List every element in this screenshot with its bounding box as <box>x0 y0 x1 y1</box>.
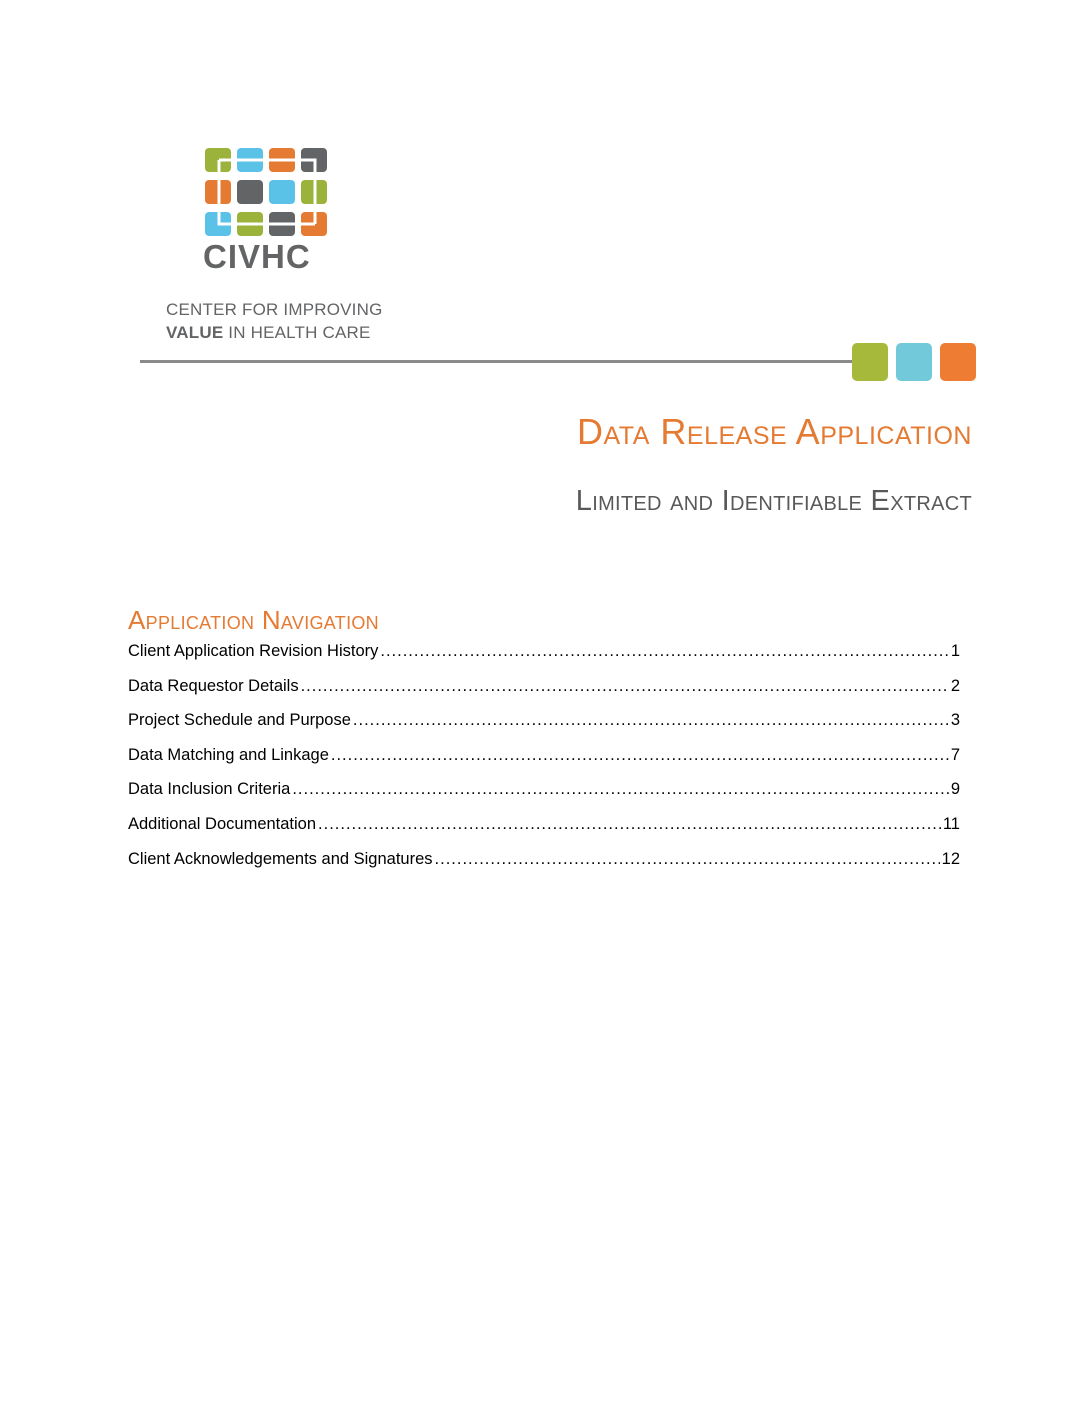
toc-item-label[interactable]: Client Application Revision History <box>128 642 379 660</box>
title-block <box>576 410 972 518</box>
toc-item-label[interactable]: Data Matching and Linkage <box>128 745 329 764</box>
toc-item-label[interactable]: Data Requestor Details <box>128 676 299 695</box>
toc-item-label[interactable]: Client Acknowledgements and Signatures <box>128 849 433 868</box>
tagline-line-1: CENTER FOR IMPROVING <box>166 300 383 319</box>
application-navigation <box>128 603 960 883</box>
header-divider <box>140 360 852 363</box>
toc-item-page[interactable]: 1 <box>950 642 960 660</box>
toc-item-label[interactable]: Additional Documentation <box>128 814 317 833</box>
civhc-logo-mark <box>203 146 331 240</box>
document-subtitle: Limited and Identifiable Extract <box>575 485 972 517</box>
toc-item-page[interactable]: 12 <box>941 849 960 868</box>
decorative-squares <box>852 343 976 381</box>
toc-item-acknowledgements-signatures[interactable] <box>128 849 960 884</box>
toc-leader <box>353 710 949 730</box>
civhc-logo <box>203 146 331 240</box>
toc-item-page[interactable]: 7 <box>950 745 960 764</box>
toc-item-page[interactable]: 3 <box>950 711 960 730</box>
navigation-heading: Application Navigation <box>128 605 379 635</box>
toc-item-revision-history[interactable] <box>128 641 960 676</box>
tagline-bold-word: VALUE <box>166 323 224 342</box>
decor-square-green <box>852 343 888 381</box>
toc-item-label[interactable]: Project Schedule and Purpose <box>128 711 351 730</box>
toc-leader <box>435 849 940 869</box>
toc-item-additional-documentation[interactable] <box>128 814 960 849</box>
toc-leader <box>292 779 948 799</box>
decor-square-orange <box>940 343 976 381</box>
toc-item-label[interactable]: Data Inclusion Criteria <box>128 780 291 799</box>
toc-item-page[interactable]: 9 <box>950 780 960 799</box>
toc-item-inclusion-criteria[interactable] <box>128 779 960 814</box>
tagline-rest: IN HEALTH CARE <box>223 323 371 342</box>
toc-item-requestor-details[interactable] <box>128 676 960 711</box>
toc-item-page[interactable]: 11 <box>942 814 960 833</box>
toc-item-schedule-purpose[interactable] <box>128 710 960 745</box>
toc-leader <box>318 814 941 834</box>
toc-item-matching-linkage[interactable] <box>128 745 960 780</box>
logo-wordmark: CIVHC <box>203 238 311 275</box>
toc-item-page[interactable]: 2 <box>950 676 960 695</box>
decor-square-blue <box>896 343 932 381</box>
tagline-line-2 <box>166 321 383 344</box>
toc-leader <box>301 676 949 696</box>
toc-leader <box>331 745 949 765</box>
toc-leader <box>380 641 948 661</box>
logo-tagline <box>166 298 383 344</box>
document-title: Data Release Application <box>576 411 972 452</box>
